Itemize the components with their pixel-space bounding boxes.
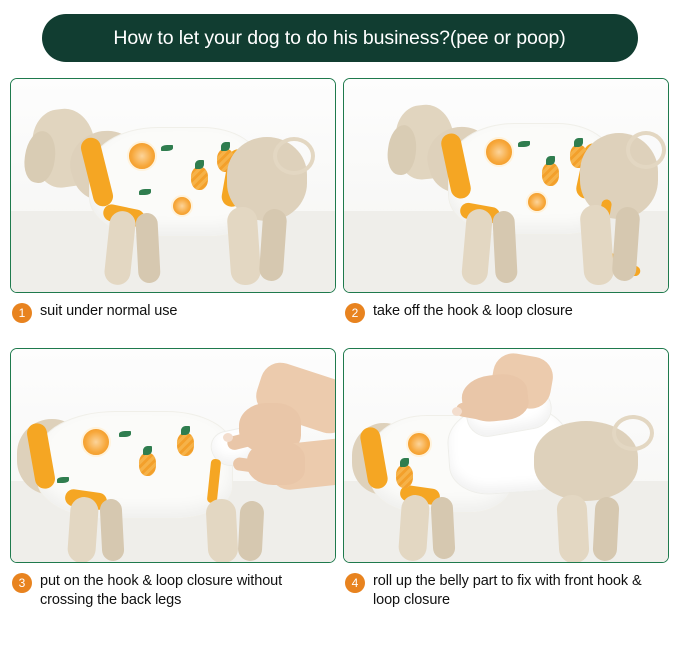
mannequin-back-leg-far bbox=[259, 208, 288, 281]
leaf-print bbox=[119, 431, 131, 437]
mannequin-back-leg-far bbox=[237, 500, 264, 561]
orange-slice-print bbox=[484, 137, 514, 167]
step-photo-4 bbox=[343, 348, 669, 563]
orange-slice-print bbox=[526, 191, 548, 213]
mannequin-tail bbox=[626, 131, 666, 169]
pineapple-print bbox=[542, 163, 559, 186]
step-number-badge: 1 bbox=[12, 303, 32, 323]
orange-slice-print bbox=[406, 431, 432, 457]
step-cell-3 bbox=[10, 348, 336, 610]
mannequin-front-leg-far bbox=[430, 496, 455, 559]
leaf-print bbox=[161, 145, 173, 151]
leaf-print bbox=[518, 141, 530, 147]
mannequin-back-leg bbox=[226, 206, 261, 286]
pineapple-print bbox=[139, 453, 156, 476]
step-photo-3 bbox=[10, 348, 336, 563]
mannequin-back-leg bbox=[579, 204, 615, 286]
step-cell-1 bbox=[10, 78, 336, 340]
orange-slice-print bbox=[171, 195, 193, 217]
mannequin-back-leg bbox=[205, 498, 238, 563]
step-caption-text: put on the hook & loop closure without crossing the back legs bbox=[40, 573, 283, 608]
step-photo-1 bbox=[10, 78, 336, 293]
pineapple-print bbox=[191, 167, 208, 190]
leaf-print bbox=[57, 477, 69, 483]
mannequin-back-leg-far bbox=[611, 206, 640, 281]
title-banner bbox=[42, 14, 638, 62]
step-cell-2 bbox=[343, 78, 669, 340]
mannequin-back-leg bbox=[556, 494, 590, 563]
mannequin-front-leg bbox=[67, 496, 100, 563]
mannequin-front-leg-far bbox=[492, 210, 518, 283]
mannequin-front-leg bbox=[398, 494, 431, 562]
step-number-badge: 4 bbox=[345, 573, 365, 593]
step-caption-3 bbox=[10, 572, 336, 610]
mannequin-tail bbox=[273, 137, 315, 175]
step-number-badge: 3 bbox=[12, 573, 32, 593]
step-caption-1 bbox=[10, 302, 336, 323]
step-number-badge: 2 bbox=[345, 303, 365, 323]
step-caption-2 bbox=[343, 302, 669, 323]
pineapple-print bbox=[396, 465, 413, 488]
step-caption-text: take off the hook & loop closure bbox=[373, 303, 573, 319]
step-caption-text: suit under normal use bbox=[40, 303, 178, 319]
orange-slice-print bbox=[81, 427, 111, 457]
step-photo-2 bbox=[343, 78, 669, 293]
leaf-print bbox=[139, 189, 151, 195]
mannequin-tail bbox=[612, 415, 654, 451]
mannequin-front-leg-far bbox=[135, 212, 161, 283]
fingernail bbox=[452, 407, 462, 416]
step-caption-4 bbox=[343, 572, 669, 610]
step-caption-text: roll up the belly part to fix with front hook & loop closure bbox=[373, 573, 642, 608]
mannequin-front-leg-far bbox=[99, 498, 124, 561]
step-cell-4 bbox=[343, 348, 669, 610]
pineapple-print bbox=[177, 433, 194, 456]
fingernail bbox=[223, 433, 233, 442]
banner-title: How to let your dog to do his business?(pee or poop) bbox=[113, 26, 566, 49]
steps-grid bbox=[12, 78, 667, 610]
mannequin-back-leg-far bbox=[592, 496, 619, 561]
orange-slice-print bbox=[127, 141, 157, 171]
